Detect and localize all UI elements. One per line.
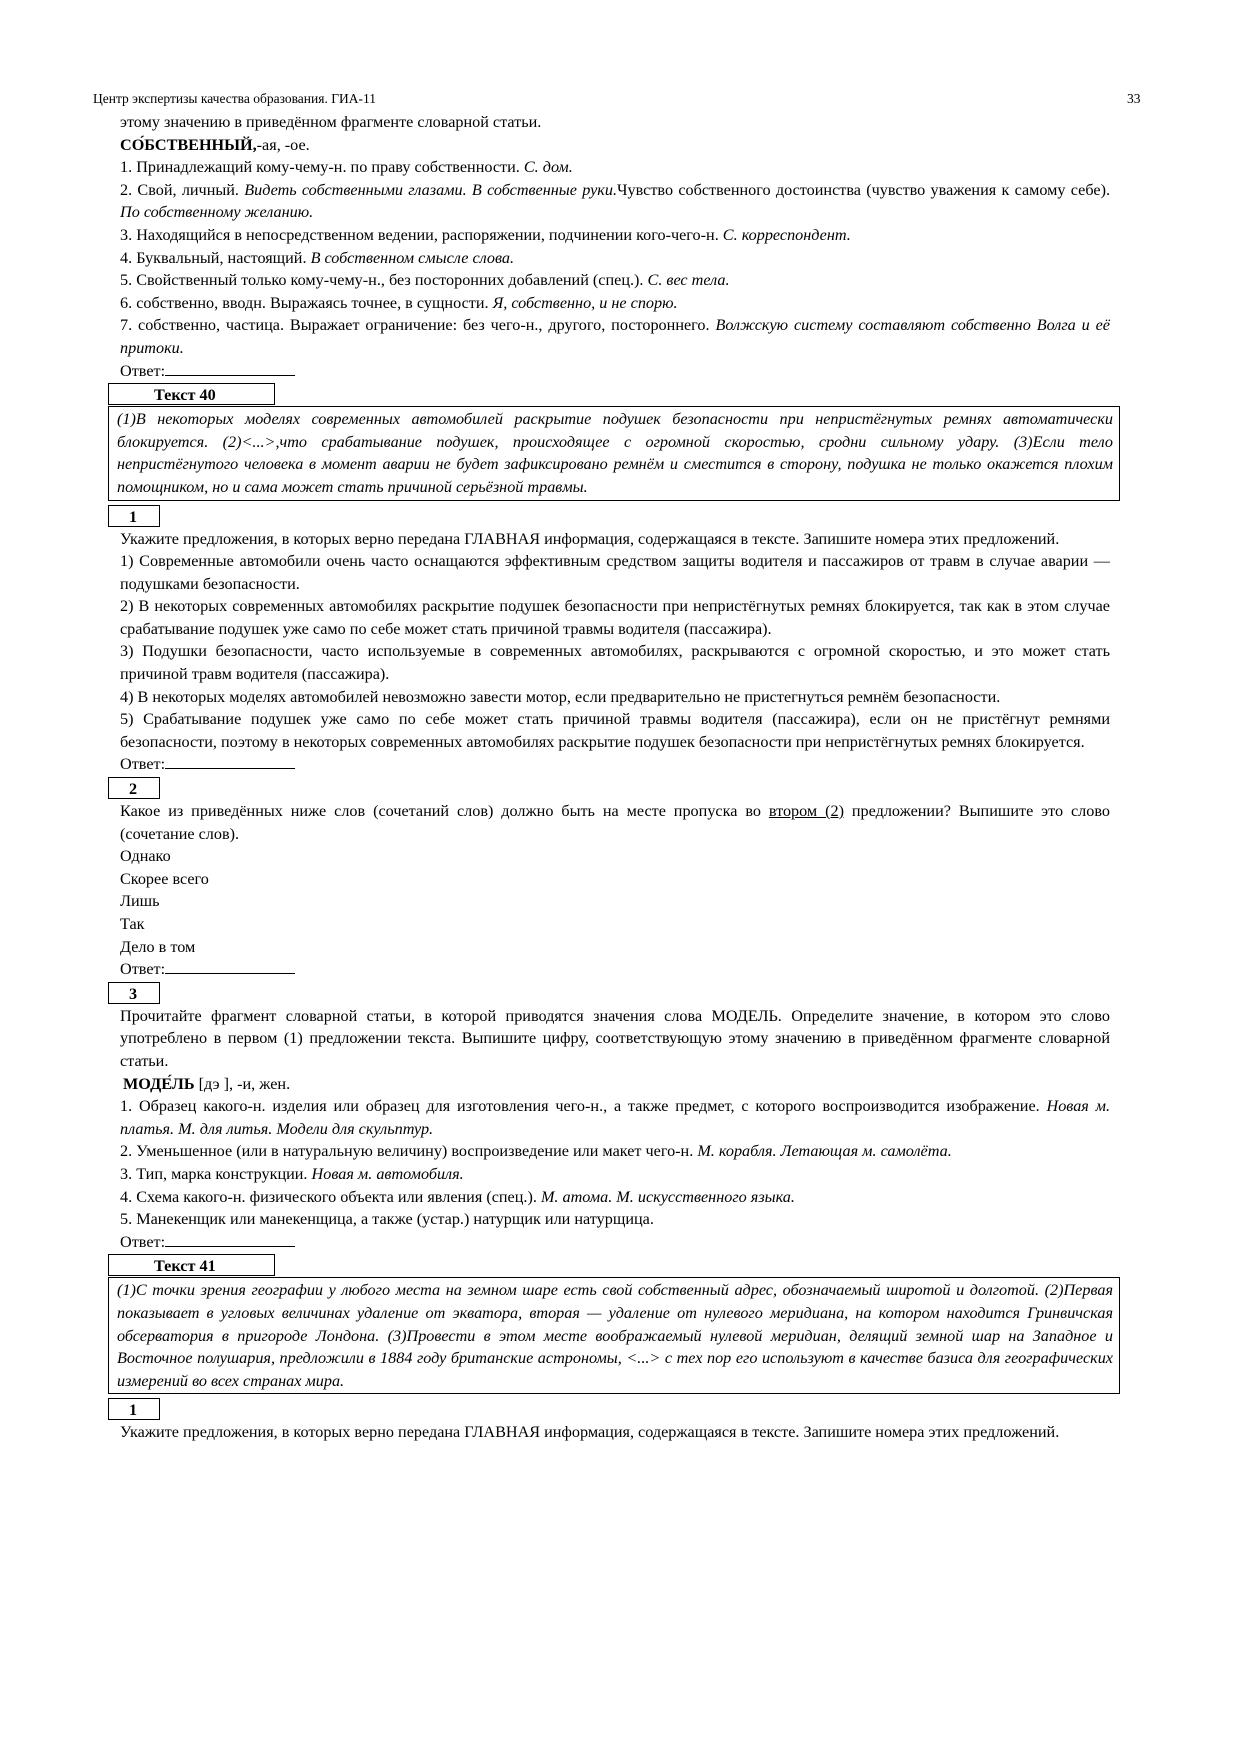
task-2-option: Так [120, 915, 145, 933]
sense-7: 7. собственно, частица. Выражает ограничение: без чего-н., другого, постороннего. Волжскую систему составляют собственно Волга и её притоки. [120, 316, 1110, 357]
task-number-3: 3 [108, 982, 160, 1004]
task-number-1: 1 [108, 1398, 160, 1420]
task-1-prompt: Укажите предложения, в которых верно передана ГЛАВНАЯ информация, содержащаяся в тексте. Запишите номера этих предложений. [120, 529, 1060, 548]
sense-6: 6. собственно, вводн. Выражаясь точнее, в сущности. Я, собственно, и не спорю. [120, 293, 678, 312]
text-41-title: Текст 41 [108, 1254, 275, 1276]
task-2-option: Однако [120, 847, 171, 866]
task-1-option-4: 4) В некоторых моделях автомобилей невозможно завести мотор, если предварительно не пристегнуться ремнём безопасности. [120, 687, 1001, 706]
text-40-title: Текст 40 [108, 383, 275, 405]
model-sense-3: 3. Тип, марка конструкции. Новая м. автомобиля. [120, 1164, 464, 1183]
model-sense-4: 4. Схема какого-н. физического объекта или явления (спец.). М. атома. М. искусственного языка. [120, 1187, 795, 1206]
model-sense-5: 5. Манекенщик или манекенщица, а также (устар.) натурщик или натурщица. [120, 1210, 654, 1229]
task-1-option-2: 2) В некоторых современных автомобилях раскрытие подушек безопасности при непристёгнутых ремнях блокируется, так как в этом случае срабатывание подушек уже само по себе может стать причиной травмы водителя (пассажира). [120, 597, 1110, 638]
sense-4: 4. Буквальный, настоящий. В собственном смысле слова. [120, 248, 515, 267]
page-number: 33 [1127, 91, 1141, 106]
headword: МОДЕ́ЛЬ [123, 1074, 195, 1093]
sense-5: 5. Свойственный только кому-чему-н., без посторонних добавлений (спец.). С. вес тела. [120, 271, 730, 290]
answer-field[interactable] [165, 361, 295, 376]
task-1-option-1: 1) Современные автомобили очень часто оснащаются эффективным средством защиты водителя и пассажиров от травм в случае аварии — подушками безопасности. [120, 552, 1110, 593]
model-sense-2: 2. Уменьшенное (или в натуральную величину) воспроизведение или макет чего-н. М. корабля. Летающая м. самолёта. [120, 1142, 952, 1161]
dictionary-entry-heading [120, 134, 1110, 157]
headword-forms: -ая, -ое. [256, 135, 310, 154]
page-header: Центр экспертизы качества образования. ГИА-11 [93, 91, 376, 106]
intro-fragment: этому значению в приведённом фрагменте словарной статьи. [120, 113, 542, 131]
sense-3: 3. Находящийся в непосредственном ведении, распоряжении, подчинении кого-чего-н. С. корреспондент. [120, 225, 851, 244]
task-number-1: 1 [108, 505, 160, 527]
headword: СО́БСТВЕННЫЙ, [120, 135, 257, 154]
task-2-option: Лишь [120, 892, 160, 911]
task-1-option-5: 5) Срабатывание подушек уже само по себе может стать причиной травмы водителя (пассажира), если он не пристёгнут ремнями безопасности, поэтому в некоторых современных автомобилях раскрытие подушек безопасности при непристёгнутых ремнях блокируется. [120, 710, 1110, 751]
answer-line: Ответ: [120, 958, 1110, 981]
text-41-task-1-prompt: Укажите предложения, в которых верно передана ГЛАВНАЯ информация, содержащаяся в тексте. Запишите номера этих предложений. [120, 1423, 1060, 1442]
sense-2: 2. Свой, личный. Видеть собственными глазами. В собственные руки.Чувство собственного достоинства (чувство уважения к самому себе). По собственному желанию. [120, 180, 1111, 222]
text-41-body: (1)С точки зрения географии у любого места на земном шаре есть свой собственный адрес, обозначаемый широтой и долготой. (2)Первая показывает в угловых величинах удаление от экватора, вторая — удаление от нулевого меридиана, на котором находится Гринвичская обсерватория в пригороде Лондона. (3)Провести в этом месте воображаемый нулевой меридиан, делящий земной шар на Западное и Восточное полушария, предложили в 1884 году британские астрономы, <...> с тех пор его используют в качестве базиса для географических измерений во всех странах мира. [108, 1277, 1120, 1394]
answer-line: Ответ: [120, 1231, 1110, 1254]
sense-1: 1. Принадлежащий кому-чему-н. по праву собственности. С. дом. [120, 158, 573, 177]
answer-line: Ответ: [120, 753, 1110, 776]
task-2-prompt: Какое из приведённых ниже слов (сочетаний слов) должно быть на месте пропуска во втором (2) предложении? Выпишите это слово (сочетание слов). [120, 802, 1110, 843]
dictionary-entry-heading [120, 1073, 1110, 1096]
answer-line: Ответ: [120, 360, 1110, 383]
task-2-option: Скорее всего [120, 869, 209, 888]
task-2-option: Дело в том [120, 937, 196, 956]
answer-field[interactable] [165, 959, 295, 974]
answer-field[interactable] [165, 754, 295, 769]
task-3-prompt: Прочитайте фрагмент словарной статьи, в которой приводятся значения слова МОДЕЛЬ. Определите значение, в котором это слово употреблено в первом (1) предложении текста. Выпишите цифру, соответствующую этому значению в приведённом фрагменте словарной статьи. [120, 1006, 1110, 1070]
answer-field[interactable] [165, 1232, 295, 1247]
headword-forms: [дэ ], -и, жен. [194, 1074, 291, 1093]
task-1-option-3: 3) Подушки безопасности, часто используемые в современных автомобилях, раскрываются с огромной скоростью, и это может стать причиной травм водителя (пассажира). [120, 642, 1110, 684]
page-content [117, 111, 1113, 1444]
model-sense-1: 1. Образец какого-н. изделия или образец для изготовления чего-н., а также предмет, с которого воспроизводится изображение. Новая м. платья. М. для литья. Модели для скульптур. [120, 1097, 1110, 1138]
text-40-body: (1)В некоторых моделях современных автомобилей раскрытие подушек безопасности при непристёгнутых ремнях автоматически блокируется. (2)<...>,что срабатывание подушек, происходящее с огромной скоростью, сродни сильному удару. (3)Если тело непристёгнутого человека в момент аварии не будет зафиксировано ремнём и сместится в сторону, подушка не только окажется плохим помощником, но и сама может стать причиной серьёзной травмы. [108, 406, 1120, 500]
task-number-2: 2 [108, 777, 160, 799]
